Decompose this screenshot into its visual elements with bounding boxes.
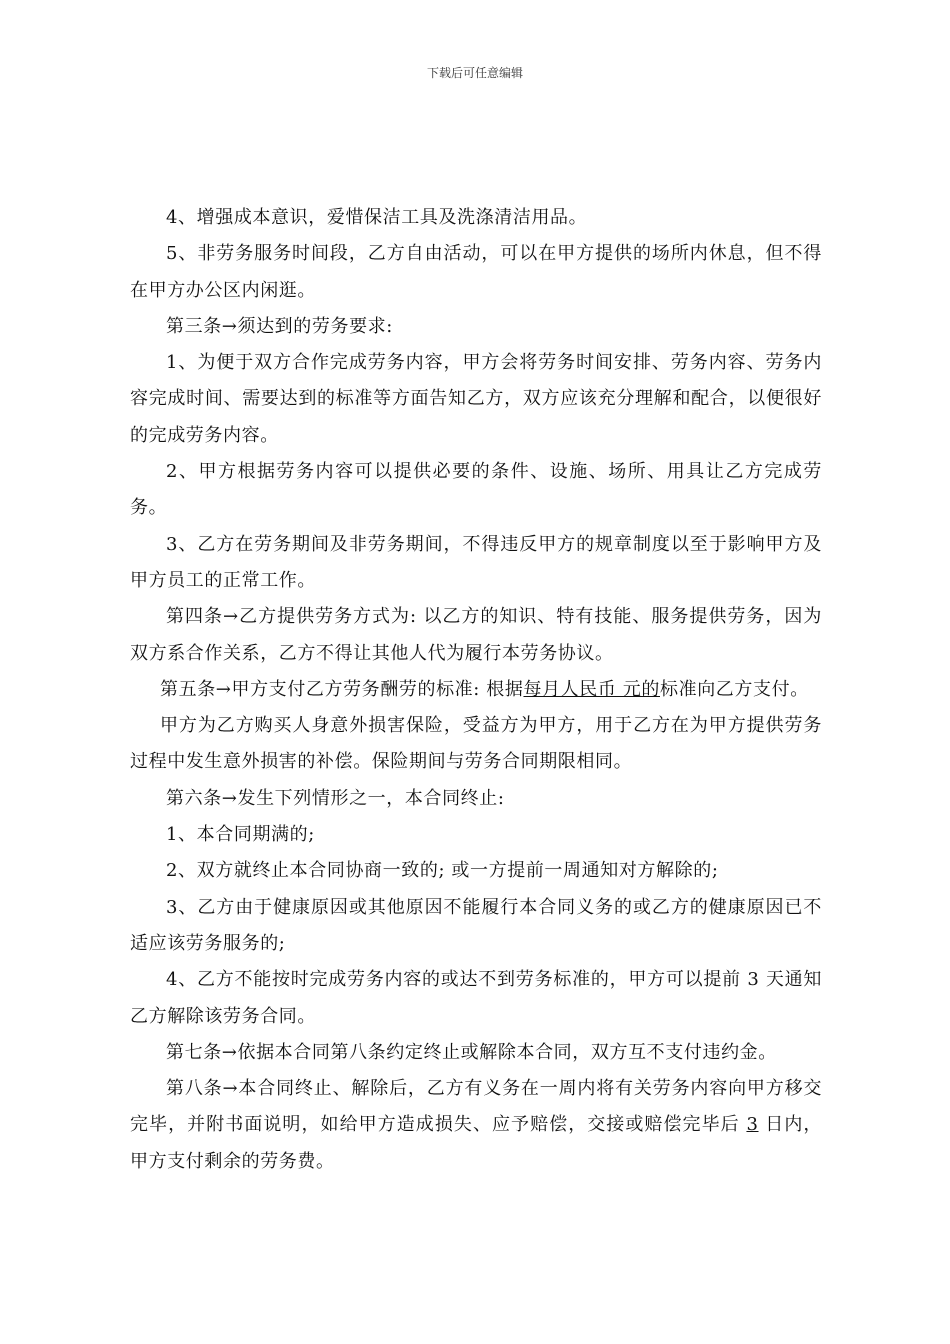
article-6-item-2: 2、双方就终止本合同协商一致的; 或一方提前一周通知对方解除的;	[166, 860, 719, 882]
article-7: 第七条→依据本合同第八条约定终止或解除本合同，双方互不支付违约金。	[166, 1041, 777, 1063]
article-5-text-start: 第五条→甲方支付乙方劳务酬劳的标准: 根据	[160, 678, 524, 700]
document-body	[130, 200, 822, 1180]
article-6-item-3: 3、乙方由于健康原因或其他原因不能履行本合同义务的或乙方的健康原因已不适应该劳务服务的;	[130, 896, 822, 954]
article-6-item-4: 4、乙方不能按时完成劳务内容的或达不到劳务标准的，甲方可以提前 3 天通知乙方解除该劳务合同。	[130, 969, 822, 1027]
clause-item-4: 4、增强成本意识，爱惜保洁工具及洗涤清洁用品。	[166, 207, 588, 228]
article-3-item-1: 1、为便于双方合作完成劳务内容，甲方会将劳务时间安排、劳务内容、劳务内容完成时间、需要达到的标准等方面告知乙方，双方应该充分理解和配合，以便很好的完成劳务内容。	[130, 352, 822, 446]
article-5-underlined-amount: 每月人民币 元的	[523, 678, 660, 700]
insurance-paragraph: 甲方为乙方购买人身意外损害保险，受益方为甲方，用于乙方在为甲方提供劳务过程中发生意外损害的补偿。保险期间与劳务合同期限相同。	[130, 715, 822, 773]
page-header: 下载后可任意编辑	[426, 66, 523, 80]
article-3-item-2: 2、甲方根据劳务内容可以提供必要的条件、设施、场所、用具让乙方完成劳务。	[130, 461, 822, 519]
article-5	[130, 672, 822, 708]
article-3-item-3: 3、乙方在劳务期间及非劳务期间，不得违反甲方的规章制度以至于影响甲方及甲方员工的正常工作。	[130, 533, 822, 591]
article-8-underlined-days: 3	[746, 1114, 759, 1136]
article-3-heading: 第三条→须达到的劳务要求:	[166, 315, 393, 337]
article-4: 第四条→乙方提供劳务方式为: 以乙方的知识、特有技能、服务提供劳务，因为双方系合作关系，乙方不得让其他人代为履行本劳务协议。	[130, 606, 822, 664]
article-8-text-end: 日内，甲方支付剩余的劳务费。	[130, 1114, 822, 1172]
article-6-item-1: 1、本合同期满的;	[166, 824, 315, 846]
clause-item-5: 5、非劳务服务时间段，乙方自由活动，可以在甲方提供的场所内休息，但不得在甲方办公区内闲逛。	[130, 243, 822, 301]
article-5-text-end: 标准向乙方支付。	[660, 678, 809, 700]
article-8	[130, 1071, 822, 1180]
article-6-heading: 第六条→发生下列情形之一，本合同终止:	[166, 787, 505, 809]
article-8-text-start: 第八条→本合同终止、解除后，乙方有义务在一周内将有关劳务内容向甲方移交完毕，并附书面说明，如给甲方造成损失、应予赔偿，交接或赔偿完毕后	[130, 1078, 822, 1136]
